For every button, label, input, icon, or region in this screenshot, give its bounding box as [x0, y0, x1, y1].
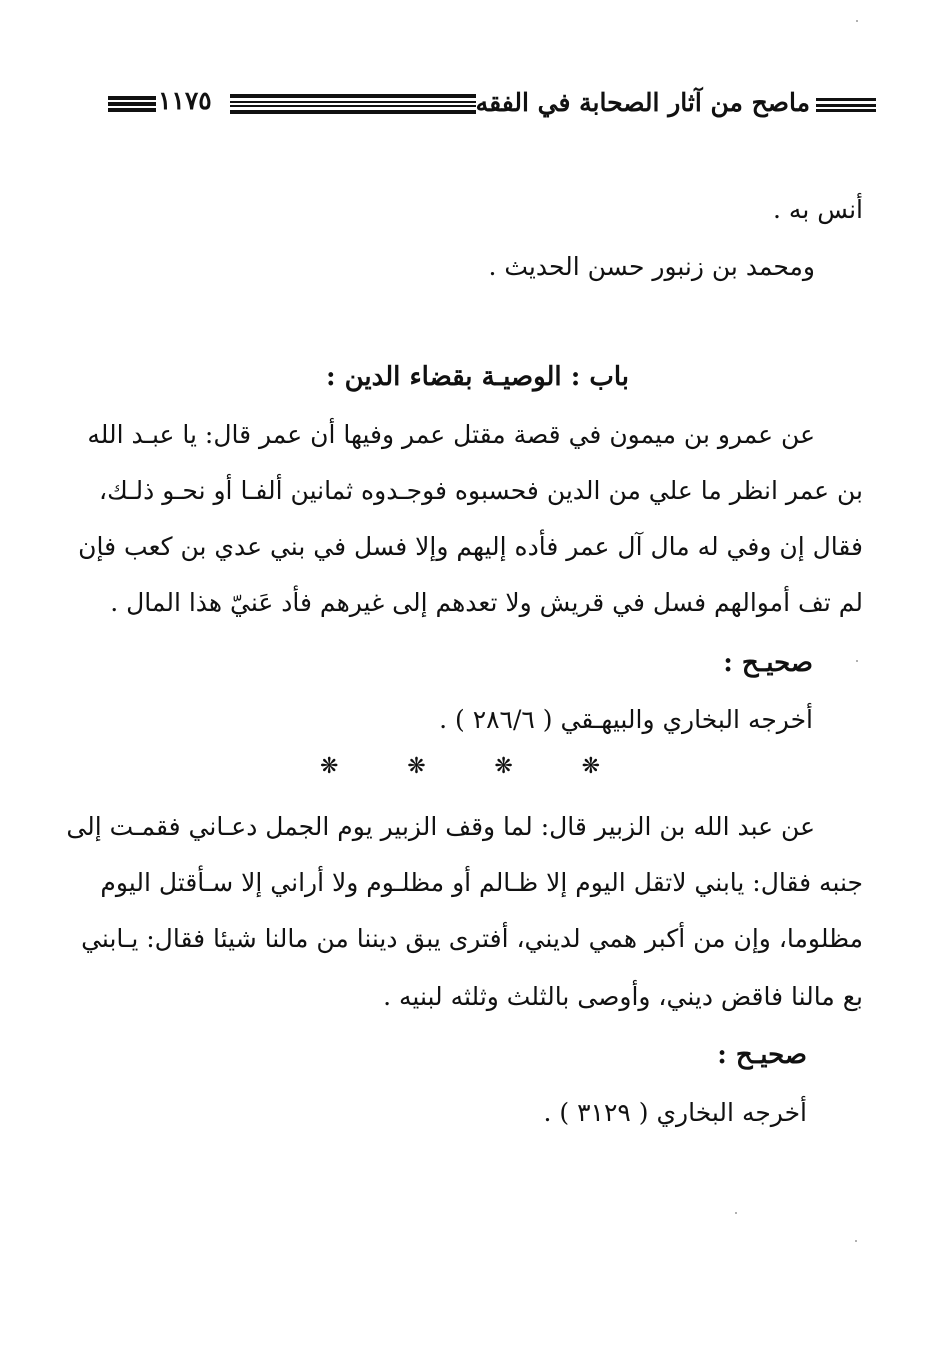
text-line: أنس به .: [773, 195, 863, 224]
header-rule-left: [108, 96, 156, 112]
source-citation: أخرجه البخاري ( ٣١٢٩ ) .: [543, 1098, 807, 1127]
star-ornament: ❋: [320, 754, 339, 779]
paragraph-line: بن عمر انظر ما علي من الدين فحسبوه فوجـدوه ثمانين ألفـا أو نحـو ذلـك،: [99, 476, 863, 505]
paragraph-line: فقال إن وفي له مال آل عمر فأده إليهم وإلا فسل في بني عدي بن كعب فإن: [78, 532, 863, 561]
star-ornament: ❋: [581, 754, 600, 779]
source-citation: أخرجه البخاري والبيهـقي ( ٢٨٦/٦ ) .: [439, 705, 813, 734]
paragraph-line: عن عبد الله بن الزبير قال: لما وقف الزبير يوم الجمل دعـاني فقمـت إلى: [66, 812, 815, 841]
scan-speck: [856, 20, 858, 22]
header-rule-right: [816, 98, 876, 112]
header-rule-middle: [230, 94, 476, 114]
star-ornament: ❋: [407, 754, 426, 779]
paragraph-line: عن عمرو بن ميمون في قصة مقتل عمر وفيها أن عمر قال: يا عبـد الله: [87, 420, 815, 449]
page-header: [108, 84, 876, 128]
grade-label: صحيـح :: [717, 1040, 807, 1070]
section-separator: [320, 752, 600, 782]
paragraph-line: لم تف أموالهم فسل في قريش ولا تعدهم إلى غيرهم فأد عَنيّ هذا المال .: [110, 588, 863, 617]
scan-speck: [735, 1212, 737, 1214]
star-ornament: ❋: [494, 754, 513, 779]
page-number: ١١٧٥: [158, 86, 212, 115]
section-heading: باب : الوصيـة بقضاء الدين :: [325, 362, 629, 392]
scan-speck: [855, 1240, 857, 1242]
paragraph-line: مظلوما، وإن من أكبر همي لديني، أفترى يبق ديننا من مالنا شيئا فقال: يـابني: [81, 924, 863, 953]
text-line: ومحمد بن زنبور حسن الحديث .: [488, 252, 815, 281]
grade-label: صحيـح :: [723, 648, 813, 678]
scan-speck: [856, 660, 858, 662]
paragraph-line: جنبه فقال: يابني لاتقل اليوم إلا ظـالم أو مظلـوم ولا أراني إلا سـأقتل اليوم: [100, 868, 863, 897]
paragraph-line: بع مالنا فاقض ديني، وأوصى بالثلث وثلثه لبنيه .: [383, 982, 863, 1011]
running-title: ماصح من آثار الصحابة في الفقه: [475, 88, 810, 117]
